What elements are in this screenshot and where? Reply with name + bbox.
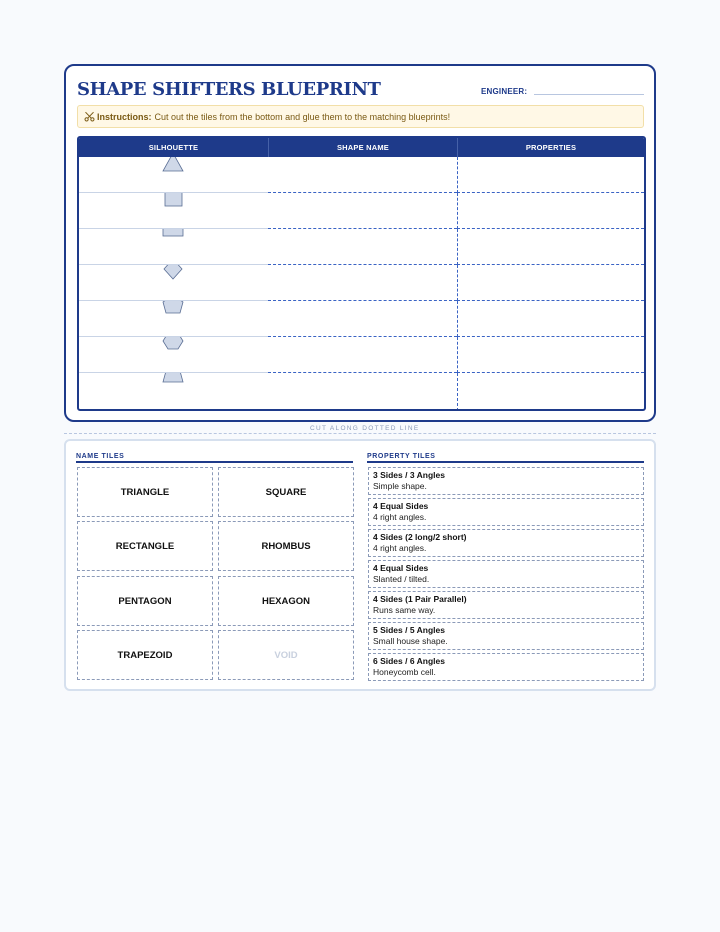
name-tile-rhombus[interactable]: RHOMBUS [218,521,354,571]
property-tile[interactable] [368,529,644,557]
property-tile-title: 4 Equal Sides [373,563,429,573]
name-tile-pentagon[interactable]: PENTAGON [77,576,213,626]
shape-name-drop-zone[interactable] [268,265,457,301]
shape-name-drop-zone[interactable] [268,229,457,265]
property-tile-desc: Simple shape. [373,481,427,491]
property-tile[interactable] [368,498,644,526]
engineer-name-line[interactable] [534,94,644,95]
properties-drop-zone[interactable] [457,229,644,265]
property-tile[interactable] [368,653,644,681]
table-body [79,157,644,409]
table-row [79,193,644,229]
instructions-banner [77,105,644,128]
shape-name-drop-zone[interactable] [268,301,457,337]
property-tile-desc: 4 right angles. [373,512,427,522]
silhouette-cell [79,265,268,301]
property-tile[interactable] [368,560,644,588]
property-tile-title: 5 Sides / 5 Angles [373,625,445,635]
silhouette-cell [79,157,268,193]
rhombus-icon [79,265,268,301]
name-tile-square[interactable]: SQUARE [218,467,354,517]
page-title: SHAPE SHIFTERS BLUEPRINT [77,79,381,100]
hexagon-icon [79,337,268,373]
property-tile-title: 4 Sides (2 long/2 short) [373,532,467,542]
properties-drop-zone[interactable] [457,193,644,229]
silhouette-cell [79,301,268,337]
property-tile-title: 6 Sides / 6 Angles [373,656,445,666]
property-tile-desc: Small house shape. [373,636,448,646]
pentagon-icon [79,301,268,337]
silhouette-cell [79,373,268,409]
properties-drop-zone[interactable] [457,337,644,373]
property-tile[interactable] [368,622,644,650]
tiles-card [64,439,656,691]
table-header [79,138,644,157]
shape-name-drop-zone[interactable] [268,337,457,373]
property-tile[interactable] [368,467,644,495]
table-row [79,301,644,337]
shape-name-drop-zone[interactable] [268,193,457,229]
silhouette-cell [79,229,268,265]
engineer-label: ENGINEER: [481,87,528,96]
silhouette-cell [79,337,268,373]
shape-name-drop-zone[interactable] [268,157,457,193]
rectangle-icon [79,229,268,265]
square-icon [79,193,268,229]
name-tile-triangle[interactable]: TRIANGLE [77,467,213,517]
blueprint-table [77,136,646,411]
name-tiles-heading: NAME TILES [76,453,353,463]
name-tile-rectangle[interactable]: RECTANGLE [77,521,213,571]
column-header-shape-name: SHAPE NAME [268,138,457,157]
column-header-silhouette: SILHOUETTE [148,143,199,152]
properties-drop-zone[interactable] [457,157,644,193]
trapezoid-icon [79,373,268,409]
column-header-properties: PROPERTIES [457,138,644,157]
properties-drop-zone[interactable] [457,265,644,301]
instructions-label: Instructions: [97,111,152,122]
table-row [79,157,644,193]
triangle-icon [79,157,268,193]
property-tile-desc: Honeycomb cell. [373,667,436,677]
property-tile-desc: Slanted / tilted. [373,574,430,584]
property-tile[interactable] [368,591,644,619]
instructions-text: Cut out the tiles from the bottom and glue them to the matching blueprints! [154,111,451,122]
property-tiles-heading: PROPERTY TILES [367,453,644,463]
table-row [79,337,644,373]
property-tile-desc: Runs same way. [373,605,436,615]
cut-line [64,433,656,434]
name-tile-hexagon[interactable]: HEXAGON [218,576,354,626]
scissors-icon [84,111,95,122]
property-tile-title: 3 Sides / 3 Angles [373,470,445,480]
silhouette-cell [79,193,268,229]
property-tile-title: 4 Equal Sides [373,501,429,511]
properties-drop-zone[interactable] [457,373,644,411]
table-row [79,373,644,409]
properties-drop-zone[interactable] [457,301,644,337]
blueprint-card [64,64,656,422]
table-row [79,229,644,265]
shape-name-drop-zone[interactable] [268,373,457,411]
table-row [79,265,644,301]
property-tile-desc: 4 right angles. [373,543,427,553]
property-tile-title: 4 Sides (1 Pair Parallel) [373,594,467,604]
name-tile-void: VOID [218,630,354,680]
cut-line-label: CUT ALONG DOTTED LINE [306,425,424,432]
name-tile-trapezoid[interactable]: TRAPEZOID [77,630,213,680]
